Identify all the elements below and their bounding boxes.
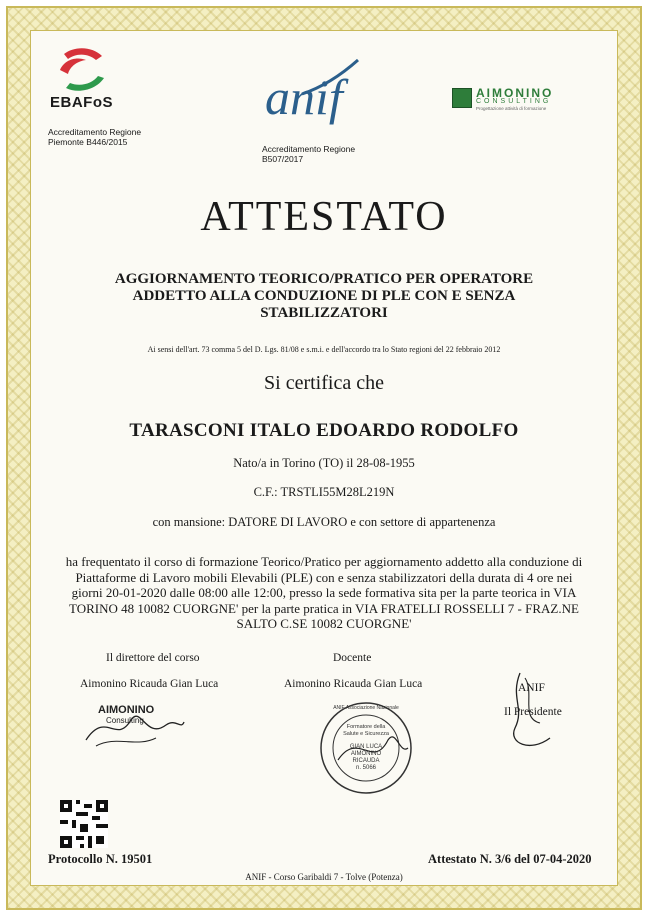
- teacher-stamp: [318, 700, 414, 796]
- description-line2: Piattaforme di Lavoro mobili Elevabili (PLE) con e senza stabilizzatori della durata di 4 ore nei: [75, 569, 573, 585]
- person-name: TARASCONI ITALO EDOARDO RODOLFO: [129, 420, 519, 441]
- description-line5: SALTO C.SE 10082 CUORGNE': [236, 616, 412, 631]
- course-title-line2: ADDETTO ALLA CONDUZIONE DI PLE CON E SENZA: [132, 288, 516, 304]
- president-org: ANIF: [518, 682, 545, 694]
- president-signature: [490, 668, 570, 758]
- legal-reference: Ai sensi dell'art. 73 comma 5 del D. Lgs. 81/08 e s.m.i. e dell'accordo tra lo Stato regioni del 22 febbraio 2012: [147, 345, 501, 354]
- stamp-code: n. 5066: [355, 765, 377, 771]
- teacher-label: Docente: [333, 652, 372, 664]
- protocol-number: Protocollo N. 19501: [48, 852, 153, 866]
- teacher-name: Aimonino Ricauda Gian Luca: [284, 678, 423, 690]
- anif-accreditation-line2: B507/2017: [262, 154, 304, 164]
- director-name: Aimonino Ricauda Gian Luca: [80, 678, 219, 690]
- ebafos-brand: EBAFoS: [50, 94, 113, 111]
- anif-brand: anif: [265, 69, 343, 125]
- aimonino-brand: AIMONINO: [476, 86, 554, 100]
- description-line4: TORINO 48 10082 CUORGNE' per la parte pratica in VIA FRATELLI ROSSELLI 7 - FRAZ.NE: [69, 600, 579, 616]
- stamp-center-line2: Salute e Sicurezza: [343, 730, 389, 737]
- director-stamp-sub: Consulting: [106, 716, 144, 725]
- certifies-heading: Si certifica che: [264, 372, 384, 394]
- course-title-line1: AGGIORNAMENTO TEORICO/PRATICO PER OPERATORE: [114, 271, 534, 287]
- tax-code: C.F.: TRSTLI55M28L219N: [253, 485, 395, 499]
- anif-accreditation: [262, 144, 355, 164]
- stamp-top-text: ANIF Associazione Nazionale: [333, 705, 399, 711]
- aimonino-square-icon: [452, 88, 472, 108]
- stamp-name-line3: RICAUDA: [352, 758, 380, 764]
- qr-code-icon: [60, 800, 108, 848]
- aimonino-tagline: Progettazione attività di formazione: [476, 106, 547, 111]
- stamp-center-line1: Formatore della: [346, 724, 386, 730]
- ebafos-logo-icon: [56, 44, 110, 96]
- stamp-name-line1: GIAN LUCA: [349, 744, 383, 750]
- birth-info: Nato/a in Torino (TO) il 28-08-1955: [233, 456, 415, 470]
- director-signature: [76, 700, 186, 750]
- role-info: con mansione: DATORE DI LAVORO e con settore di appartenenza: [152, 515, 496, 529]
- anif-accreditation-line1: Accreditamento Regione: [262, 144, 356, 154]
- director-stamp: AIMONINO: [98, 704, 155, 716]
- certificate-number: Attestato N. 3/6 del 07-04-2020: [428, 852, 592, 866]
- description-line1: ha frequentato il corso di formazione Teorico/Pratico per aggiornamento addetto alla conduzione di: [65, 554, 583, 569]
- stamp-name-line2: AIMONINO: [350, 751, 382, 757]
- description-line3: giorni 20-01-2020 dalle 08:00 alle 12:00, presso la sede formativa sita per la parte teorica in VIA: [71, 585, 577, 600]
- footer-address: ANIF - Corso Garibaldi 7 - Tolve (Potenza): [245, 872, 403, 882]
- director-label: Il direttore del corso: [106, 652, 200, 664]
- ebafos-accreditation: [48, 127, 141, 147]
- ebafos-accreditation-line1: Accreditamento Regione: [48, 127, 142, 137]
- aimonino-logo: [452, 88, 572, 112]
- course-title: [40, 271, 608, 322]
- course-title-line3: STABILIZZATORI: [260, 305, 388, 321]
- course-description: [40, 554, 608, 632]
- teacher-signature-scribble-icon: [318, 700, 414, 796]
- certificate-title: ATTESTATO: [200, 194, 448, 240]
- president-label: Il Presidente: [504, 706, 562, 718]
- aimonino-sub: CONSULTING: [476, 98, 552, 105]
- ebafos-accreditation-line2: Piemonte B446/2015: [48, 137, 128, 147]
